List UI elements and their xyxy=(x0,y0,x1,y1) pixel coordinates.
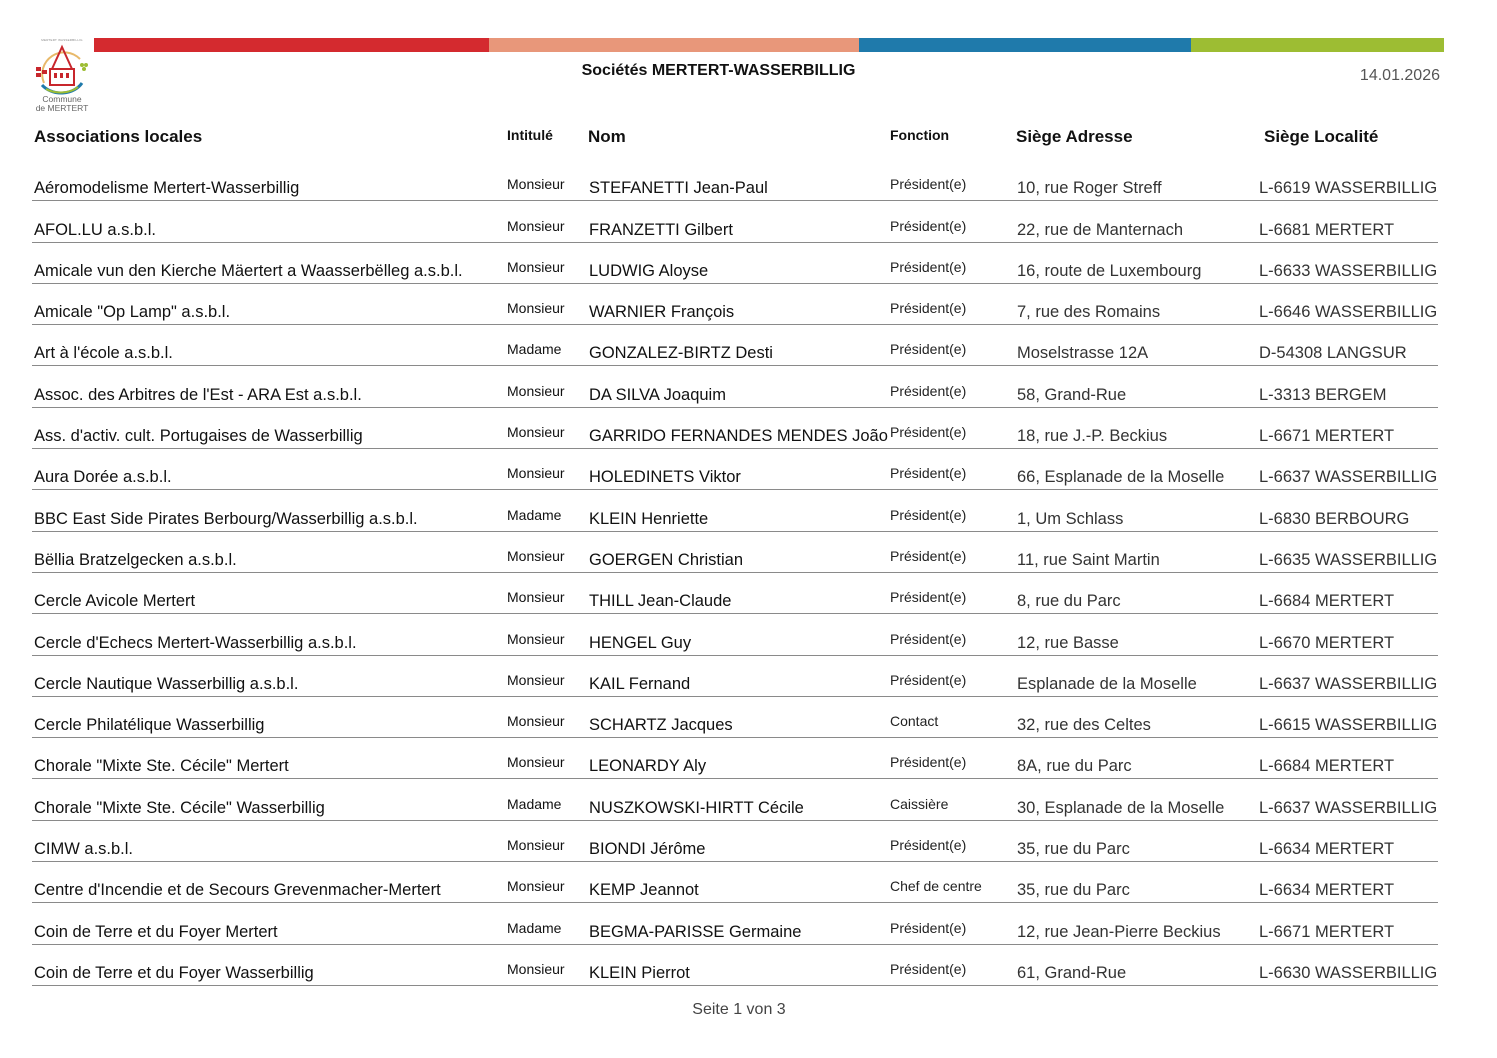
cell-adresse: 12, rue Jean-Pierre Beckius xyxy=(1017,922,1221,941)
column-header-adresse: Siège Adresse xyxy=(1016,127,1133,146)
cell-intitule: Madame xyxy=(507,919,562,936)
cell-intitule: Monsieur xyxy=(507,465,565,482)
cell-nom: GOERGEN Christian xyxy=(589,550,744,569)
cell-assoc: Ass. d'activ. cult. Portugaises de Wasserbillig xyxy=(34,427,363,446)
cell-assoc: Assoc. des Arbitres de l'Est - ARA Est a.s.b.l. xyxy=(34,385,362,404)
cell-localite: L-6634 MERTERT xyxy=(1259,840,1395,859)
cell-intitule: Monsieur xyxy=(507,713,565,730)
cell-assoc: AFOL.LU a.s.b.l. xyxy=(34,220,156,239)
column-header-localite: Siège Localité xyxy=(1264,127,1379,146)
cell-fonction: Président(e) xyxy=(890,630,967,647)
column-header-fonction: Fonction xyxy=(890,127,950,143)
cell-assoc: Cercle Nautique Wasserbillig a.s.b.l. xyxy=(34,674,299,693)
cell-fonction: Président(e) xyxy=(890,176,967,193)
cell-localite: L-6681 MERTERT xyxy=(1259,220,1395,239)
cell-localite: L-3313 BERGEM xyxy=(1259,385,1387,404)
cell-assoc: CIMW a.s.b.l. xyxy=(34,840,134,859)
cell-intitule: Monsieur xyxy=(507,960,565,977)
cell-adresse: 61, Grand-Rue xyxy=(1017,963,1127,982)
page-number: Seite 1 von 3 xyxy=(692,1001,786,1018)
cell-intitule: Monsieur xyxy=(507,589,565,606)
cell-fonction: Président(e) xyxy=(890,506,967,523)
table-row xyxy=(32,284,1438,325)
cell-intitule: Monsieur xyxy=(507,878,565,895)
cell-fonction: Président(e) xyxy=(890,919,967,936)
cell-intitule: Monsieur xyxy=(507,547,565,564)
cell-assoc: Bëllia Bratzelgecken a.s.b.l. xyxy=(34,550,237,569)
cell-intitule: Monsieur xyxy=(507,424,565,441)
cell-nom: HOLEDINETS Viktor xyxy=(589,468,741,487)
cell-assoc: Amicale "Op Lamp" a.s.b.l. xyxy=(34,303,231,322)
cell-adresse: 7, rue des Romains xyxy=(1017,303,1161,322)
cell-intitule: Madame xyxy=(507,795,562,812)
cell-fonction: Président(e) xyxy=(890,754,967,771)
cell-intitule: Monsieur xyxy=(507,176,565,193)
cell-assoc: Coin de Terre et du Foyer Wasserbillig xyxy=(34,963,314,982)
cell-nom: STEFANETTI Jean-Paul xyxy=(589,179,768,198)
cell-localite: L-6670 MERTERT xyxy=(1259,633,1395,652)
logo-top-text: MERTERT WASSERBILLIG xyxy=(41,38,83,42)
cell-adresse: 35, rue du Parc xyxy=(1017,840,1130,859)
table-row xyxy=(32,779,1438,820)
logo-caption-line2: de MERTERT xyxy=(35,103,89,113)
cell-nom: KLEIN Henriette xyxy=(589,509,709,528)
cell-fonction: Président(e) xyxy=(890,258,967,275)
cell-fonction: Chef de centre xyxy=(890,878,982,895)
page-title-text: Sociétés MERTERT-WASSERBILLIG xyxy=(581,62,856,79)
color-bar-red xyxy=(94,38,489,52)
table-row xyxy=(32,862,1438,903)
table-row xyxy=(32,738,1438,779)
cell-localite: L-6671 MERTERT xyxy=(1259,922,1395,941)
cell-nom: BEGMA-PARISSE Germaine xyxy=(589,922,802,941)
cell-assoc: Aéromodelisme Mertert-Wasserbillig xyxy=(34,179,300,198)
cell-adresse: 8, rue du Parc xyxy=(1017,592,1121,611)
cell-assoc: Art à l'école a.s.b.l. xyxy=(34,344,173,363)
table-row xyxy=(32,532,1438,573)
cell-fonction: Caissière xyxy=(890,795,949,812)
cell-localite: L-6637 WASSERBILLIG xyxy=(1259,468,1438,487)
table-row xyxy=(32,945,1438,986)
table-row xyxy=(32,408,1438,449)
logo-caption xyxy=(30,95,94,113)
table-row xyxy=(32,490,1438,531)
cell-localite: L-6637 WASSERBILLIG xyxy=(1259,674,1438,693)
cell-nom: DA SILVA Joaquim xyxy=(589,385,726,404)
cell-fonction: Président(e) xyxy=(890,382,967,399)
cell-nom: KLEIN Pierrot xyxy=(589,963,690,982)
cell-adresse: 8A, rue du Parc xyxy=(1017,757,1132,776)
cell-assoc: Aura Dorée a.s.b.l. xyxy=(34,468,172,487)
cell-nom: THILL Jean-Claude xyxy=(589,592,732,611)
cell-nom: KEMP Jeannot xyxy=(589,881,699,900)
cell-localite: L-6633 WASSERBILLIG xyxy=(1259,261,1438,280)
cell-localite: L-6671 MERTERT xyxy=(1259,427,1395,446)
cell-localite: L-6615 WASSERBILLIG xyxy=(1259,716,1438,735)
cell-localite: L-6635 WASSERBILLIG xyxy=(1259,550,1438,569)
cell-adresse: Moselstrasse 12A xyxy=(1017,344,1149,363)
cell-adresse: 16, route de Luxembourg xyxy=(1017,261,1202,280)
cell-localite: L-6684 MERTERT xyxy=(1259,592,1395,611)
cell-localite: L-6619 WASSERBILLIG xyxy=(1259,179,1438,198)
cell-assoc: Cercle d'Echecs Mertert-Wasserbillig a.s.b.l. xyxy=(34,633,357,652)
cell-adresse: 12, rue Basse xyxy=(1017,633,1119,652)
cell-localite: L-6830 BERBOURG xyxy=(1259,509,1410,528)
cell-adresse: 11, rue Saint Martin xyxy=(1017,550,1160,569)
table-row xyxy=(32,656,1438,697)
color-bar-salmon xyxy=(489,38,859,52)
table-row xyxy=(32,573,1438,614)
cell-localite: L-6684 MERTERT xyxy=(1259,757,1395,776)
cell-assoc: BBC East Side Pirates Berbourg/Wasserbillig a.s.b.l. xyxy=(34,509,418,528)
cell-nom: KAIL Fernand xyxy=(589,674,691,693)
cell-assoc: Cercle Philatélique Wasserbillig xyxy=(34,716,265,735)
cell-adresse: 1, Um Schlass xyxy=(1017,509,1124,528)
cell-localite: L-6646 WASSERBILLIG xyxy=(1259,303,1438,322)
cell-intitule: Madame xyxy=(507,506,562,523)
table-row xyxy=(32,697,1438,738)
cell-intitule: Monsieur xyxy=(507,217,565,234)
cell-nom: LEONARDY Aly xyxy=(589,757,707,776)
cell-adresse: 18, rue J.-P. Beckius xyxy=(1017,427,1168,446)
cell-nom: WARNIER François xyxy=(589,303,735,322)
cell-fonction: Président(e) xyxy=(890,300,967,317)
cell-assoc: Centre d'Incendie et de Secours Grevenmacher-Mertert xyxy=(34,881,441,900)
cell-fonction: Président(e) xyxy=(890,341,967,358)
cell-nom: LUDWIG Aloyse xyxy=(589,261,709,280)
cell-intitule: Monsieur xyxy=(507,382,565,399)
cell-adresse: Esplanade de la Moselle xyxy=(1017,674,1197,693)
cell-intitule: Monsieur xyxy=(507,630,565,647)
cell-fonction: Président(e) xyxy=(890,465,967,482)
cell-nom: GARRIDO FERNANDES MENDES João xyxy=(589,427,888,446)
table-row xyxy=(32,201,1438,242)
cell-nom: BIONDI Jérôme xyxy=(589,840,706,859)
cell-nom: NUSZKOWSKI-HIRTT Cécile xyxy=(589,798,804,817)
cell-adresse: 35, rue du Parc xyxy=(1017,881,1130,900)
color-bar-blue xyxy=(859,38,1191,52)
document-date: 14.01.2026 xyxy=(1359,67,1440,84)
color-bar-green xyxy=(1191,38,1444,52)
page-title xyxy=(0,62,1497,80)
cell-adresse: 66, Esplanade de la Moselle xyxy=(1017,468,1225,487)
column-header-intitule: Intitulé xyxy=(507,127,553,143)
cell-assoc: Coin de Terre et du Foyer Mertert xyxy=(34,922,278,941)
column-header-assoc: Associations locales xyxy=(34,127,203,146)
cell-intitule: Monsieur xyxy=(507,300,565,317)
cell-adresse: 58, Grand-Rue xyxy=(1017,385,1127,404)
cell-adresse: 32, rue des Celtes xyxy=(1017,716,1151,735)
column-header-nom: Nom xyxy=(588,127,626,146)
cell-fonction: Président(e) xyxy=(890,837,967,854)
associations-table xyxy=(32,160,1438,986)
cell-adresse: 10, rue Roger Streff xyxy=(1017,179,1162,198)
cell-assoc: Chorale "Mixte Ste. Cécile" Wasserbillig xyxy=(34,798,325,817)
cell-adresse: 30, Esplanade de la Moselle xyxy=(1017,798,1225,817)
cell-intitule: Monsieur xyxy=(507,258,565,275)
cell-fonction: Président(e) xyxy=(890,671,967,688)
cell-intitule: Monsieur xyxy=(507,754,565,771)
table-row xyxy=(32,325,1438,366)
table-row xyxy=(32,449,1438,490)
cell-fonction: Président(e) xyxy=(890,589,967,606)
table-row xyxy=(32,366,1438,407)
cell-localite: L-6634 MERTERT xyxy=(1259,881,1395,900)
table-row xyxy=(32,614,1438,655)
table-row xyxy=(32,243,1438,284)
cell-nom: SCHARTZ Jacques xyxy=(589,716,733,735)
cell-fonction: Président(e) xyxy=(890,960,967,977)
cell-adresse: 22, rue de Manternach xyxy=(1017,220,1184,239)
cell-fonction: Président(e) xyxy=(890,217,967,234)
cell-localite: D-54308 LANGSUR xyxy=(1259,344,1407,363)
cell-intitule: Monsieur xyxy=(507,671,565,688)
cell-localite: L-6630 WASSERBILLIG xyxy=(1259,963,1438,982)
table-row xyxy=(32,160,1438,201)
logo-caption-line1: Commune xyxy=(42,94,82,104)
cell-localite: L-6637 WASSERBILLIG xyxy=(1259,798,1438,817)
cell-nom: GONZALEZ-BIRTZ Desti xyxy=(589,344,773,363)
cell-nom: HENGEL Guy xyxy=(589,633,692,652)
table-row xyxy=(32,821,1438,862)
cell-intitule: Madame xyxy=(507,341,562,358)
cell-assoc: Amicale vun den Kierche Mäertert a Waasserbëlleg a.s.b.l. xyxy=(34,261,463,280)
cell-nom: FRANZETTI Gilbert xyxy=(589,220,733,239)
cell-assoc: Cercle Avicole Mertert xyxy=(34,592,196,611)
cell-fonction: Président(e) xyxy=(890,547,967,564)
cell-assoc: Chorale "Mixte Ste. Cécile" Mertert xyxy=(34,757,289,776)
cell-intitule: Monsieur xyxy=(507,837,565,854)
table-row xyxy=(32,903,1438,944)
cell-fonction: Contact xyxy=(890,713,939,730)
cell-fonction: Président(e) xyxy=(890,424,967,441)
